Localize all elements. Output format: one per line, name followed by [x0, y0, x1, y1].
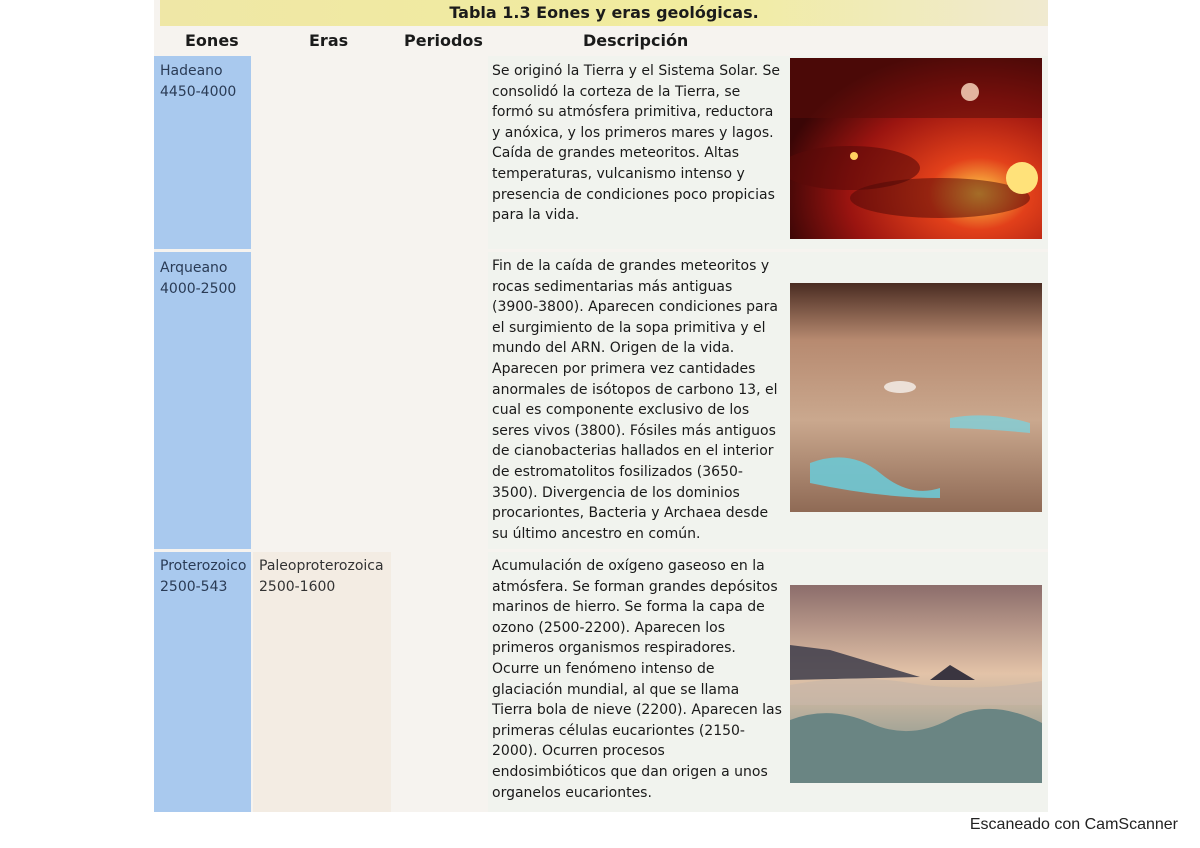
eon-name: Arqueano	[160, 260, 228, 276]
eon-range: 4000-2500	[160, 281, 237, 297]
description-text: Fin de la caída de grandes meteoritos y rocas sedimentarias más antiguas (3900-3800). Aparecen condiciones para el surgimiento de la sopa primitiva y el mundo del ARN. Origen de la vida. Aparecen por primera vez cantidades anormales de isótopos de carbono 13, el cual es componente exclusivo de los seres vivos (3800). Fósiles más antiguos de cianobacterias hallados en el interior de estromatolitos fosilizados (3650-3500). Divergencia de los dominios procariontes, Bacteria y Archaea desde su último ancestro en común.	[492, 258, 778, 542]
proterozoic-sea-image	[790, 585, 1042, 783]
scanned-page	[154, 0, 1048, 812]
camscanner-watermark: Escaneado con CamScanner	[969, 816, 1178, 833]
volcanic-early-earth-image	[790, 58, 1042, 239]
eon-name: Hadeano	[160, 63, 223, 79]
eon-name: Proterozoico	[160, 558, 247, 574]
eon-range: 2500-543	[160, 579, 228, 595]
header-eras: Eras	[309, 31, 349, 50]
archean-landscape-image	[790, 283, 1042, 512]
header-descripcion: Descripción	[583, 31, 689, 50]
eon-range: 4450-4000	[160, 84, 237, 100]
era-range: 2500-1600	[259, 579, 336, 595]
description-text: Acumulación de oxígeno gaseoso en la atmósfera. Se forman grandes depósitos marinos de hierro. Se forma la capa de ozono (2500-2200). Aparecen los primeros organismos respiradores. Ocurre un fenómeno intenso de glaciación mundial, al que se llama Tierra bola de nieve (2200). Aparecen las primeras células eucariontes (2150-2000). Ocurren procesos endosimbióticos que dan origen a unos organelos eucariontes.	[492, 558, 782, 801]
era-name: Paleoproterozoica	[259, 558, 384, 574]
title-band	[160, 0, 1048, 26]
description-text: Se originó la Tierra y el Sistema Solar. Se consolidó la corteza de la Tierra, se formó su atmósfera primitiva, reductora y anóxica, y los primeros mares y lagos. Caída de grandes meteoritos. Altas temperaturas, vulcanismo intenso y presencia de condiciones poco propicias para la vida.	[492, 63, 780, 224]
header-eones: Eones	[185, 31, 239, 50]
table-title: Tabla 1.3 Eones y eras geológicas.	[449, 3, 759, 22]
header-periodos: Periodos	[404, 31, 483, 50]
